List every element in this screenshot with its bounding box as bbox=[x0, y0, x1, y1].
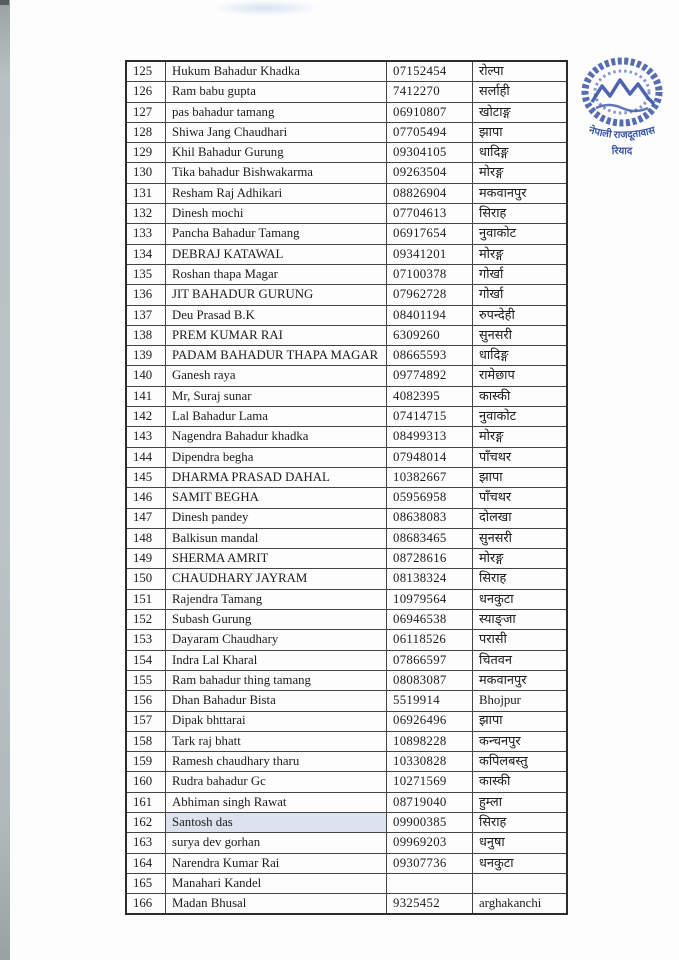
district-cell: सर्लाही bbox=[473, 82, 568, 102]
district-cell: झापा bbox=[473, 467, 568, 487]
table-row bbox=[126, 285, 567, 305]
number-cell: 08499313 bbox=[387, 427, 473, 447]
district-cell: झापा bbox=[473, 711, 568, 731]
name-cell: Dipendra begha bbox=[166, 447, 387, 467]
sn-cell: 166 bbox=[126, 894, 166, 915]
district-cell: पाँचथर bbox=[473, 447, 568, 467]
district-cell: मकवानपुर bbox=[473, 670, 568, 690]
district-cell: Bhojpur bbox=[473, 691, 568, 711]
sn-cell: 153 bbox=[126, 630, 166, 650]
name-cell: DEBRAJ KATAWAL bbox=[166, 244, 387, 264]
district-cell: दोलखा bbox=[473, 508, 568, 528]
number-cell: 07414715 bbox=[387, 407, 473, 427]
table-row bbox=[126, 427, 567, 447]
name-cell: Abhiman singh Rawat bbox=[166, 792, 387, 812]
table-row bbox=[126, 183, 567, 203]
table-row bbox=[126, 670, 567, 690]
name-cell: Nagendra Bahadur khadka bbox=[166, 427, 387, 447]
district-cell: धनकुटा bbox=[473, 589, 568, 609]
number-cell: 08728616 bbox=[387, 549, 473, 569]
number-cell: 08826904 bbox=[387, 183, 473, 203]
number-cell: 10898228 bbox=[387, 731, 473, 751]
district-cell: कास्की bbox=[473, 386, 568, 406]
sn-cell: 154 bbox=[126, 650, 166, 670]
table-row bbox=[126, 569, 567, 589]
number-cell: 07704613 bbox=[387, 204, 473, 224]
table-row bbox=[126, 752, 567, 772]
district-cell: रुपन्देही bbox=[473, 305, 568, 325]
name-cell: Subash Gurung bbox=[166, 610, 387, 630]
number-cell: 07962728 bbox=[387, 285, 473, 305]
name-cell: SHERMA AMRIT bbox=[166, 549, 387, 569]
sn-cell: 164 bbox=[126, 853, 166, 873]
number-cell: 08083087 bbox=[387, 670, 473, 690]
name-cell: PADAM BAHADUR THAPA MAGAR bbox=[166, 346, 387, 366]
table-row bbox=[126, 610, 567, 630]
name-cell: Rajendra Tamang bbox=[166, 589, 387, 609]
district-cell: रामेछाप bbox=[473, 366, 568, 386]
table-row bbox=[126, 244, 567, 264]
name-cell: Dhan Bahadur Bista bbox=[166, 691, 387, 711]
district-cell: सिराह bbox=[473, 569, 568, 589]
number-cell: 06910807 bbox=[387, 102, 473, 122]
name-cell: Narendra Kumar Rai bbox=[166, 853, 387, 873]
district-cell: हुम्ला bbox=[473, 792, 568, 812]
district-cell: परासी bbox=[473, 630, 568, 650]
sn-cell: 155 bbox=[126, 670, 166, 690]
district-cell: मकवानपुर bbox=[473, 183, 568, 203]
sn-cell: 148 bbox=[126, 528, 166, 548]
table-row bbox=[126, 366, 567, 386]
number-cell: 06917654 bbox=[387, 224, 473, 244]
sn-cell: 138 bbox=[126, 325, 166, 345]
district-cell: चितवन bbox=[473, 650, 568, 670]
name-cell: DHARMA PRASAD DAHAL bbox=[166, 467, 387, 487]
name-cell: CHAUDHARY JAYRAM bbox=[166, 569, 387, 589]
sn-cell: 134 bbox=[126, 244, 166, 264]
name-cell: JIT BAHADUR GURUNG bbox=[166, 285, 387, 305]
name-cell: Dipak bhttarai bbox=[166, 711, 387, 731]
name-cell: Resham Raj Adhikari bbox=[166, 183, 387, 203]
number-cell: 10979564 bbox=[387, 589, 473, 609]
table-row bbox=[126, 61, 567, 82]
name-cell: pas bahadur tamang bbox=[166, 102, 387, 122]
number-cell: 08683465 bbox=[387, 528, 473, 548]
table-row bbox=[126, 691, 567, 711]
sn-cell: 160 bbox=[126, 772, 166, 792]
sn-cell: 127 bbox=[126, 102, 166, 122]
name-cell: Tark raj bhatt bbox=[166, 731, 387, 751]
number-cell: 09774892 bbox=[387, 366, 473, 386]
district-cell: कन्चनपुर bbox=[473, 731, 568, 751]
sn-cell: 130 bbox=[126, 163, 166, 183]
number-cell: 10271569 bbox=[387, 772, 473, 792]
number-cell: 07152454 bbox=[387, 61, 473, 82]
district-cell: कास्की bbox=[473, 772, 568, 792]
sn-cell: 142 bbox=[126, 407, 166, 427]
district-cell bbox=[473, 873, 568, 893]
table-row bbox=[126, 812, 567, 832]
number-cell: 05956958 bbox=[387, 488, 473, 508]
table-row bbox=[126, 792, 567, 812]
table-row bbox=[126, 650, 567, 670]
number-cell: 9325452 bbox=[387, 894, 473, 915]
name-cell: Pancha Bahadur Tamang bbox=[166, 224, 387, 244]
name-cell: Deu Prasad B.K bbox=[166, 305, 387, 325]
district-cell: गोर्खा bbox=[473, 285, 568, 305]
number-cell: 08719040 bbox=[387, 792, 473, 812]
number-cell: 5519914 bbox=[387, 691, 473, 711]
table-row bbox=[126, 122, 567, 142]
name-cell: Lal Bahadur Lama bbox=[166, 407, 387, 427]
district-cell: मोरङ्ग bbox=[473, 427, 568, 447]
table-row bbox=[126, 549, 567, 569]
sn-cell: 158 bbox=[126, 731, 166, 751]
district-cell: झापा bbox=[473, 122, 568, 142]
sn-cell: 152 bbox=[126, 610, 166, 630]
number-cell: 06926496 bbox=[387, 711, 473, 731]
table-row bbox=[126, 731, 567, 751]
roster-table-body bbox=[126, 61, 567, 914]
district-cell: कपिलबस्तु bbox=[473, 752, 568, 772]
number-cell: 09307736 bbox=[387, 853, 473, 873]
name-cell: surya dev gorhan bbox=[166, 833, 387, 853]
number-cell: 07100378 bbox=[387, 264, 473, 284]
number-cell: 06946538 bbox=[387, 610, 473, 630]
stamp-arc-text: नेपाली राजदूतावास bbox=[587, 125, 657, 142]
table-row bbox=[126, 82, 567, 102]
sn-cell: 137 bbox=[126, 305, 166, 325]
name-cell: PREM KUMAR RAI bbox=[166, 325, 387, 345]
sn-cell: 131 bbox=[126, 183, 166, 203]
district-cell: सुनसरी bbox=[473, 325, 568, 345]
name-cell: Rudra bahadur Gc bbox=[166, 772, 387, 792]
sn-cell: 147 bbox=[126, 508, 166, 528]
table-row bbox=[126, 346, 567, 366]
table-row bbox=[126, 508, 567, 528]
table-row bbox=[126, 224, 567, 244]
number-cell: 06118526 bbox=[387, 630, 473, 650]
table-row bbox=[126, 325, 567, 345]
name-cell: Indra Lal Kharal bbox=[166, 650, 387, 670]
name-cell: Dayaram Chaudhary bbox=[166, 630, 387, 650]
number-cell: 08401194 bbox=[387, 305, 473, 325]
district-cell: धादिङ्ग bbox=[473, 346, 568, 366]
district-cell: धनुषा bbox=[473, 833, 568, 853]
stamp-city-text: रियाद bbox=[611, 146, 633, 157]
sn-cell: 149 bbox=[126, 549, 166, 569]
table-row bbox=[126, 589, 567, 609]
table-row bbox=[126, 305, 567, 325]
district-cell: गोर्खा bbox=[473, 264, 568, 284]
sn-cell: 163 bbox=[126, 833, 166, 853]
table-row bbox=[126, 386, 567, 406]
sn-cell: 157 bbox=[126, 711, 166, 731]
sn-cell: 151 bbox=[126, 589, 166, 609]
table-row bbox=[126, 853, 567, 873]
number-cell bbox=[387, 873, 473, 893]
table-row bbox=[126, 143, 567, 163]
table-row bbox=[126, 204, 567, 224]
district-cell: खोटाङ्ग bbox=[473, 102, 568, 122]
district-cell: मोरङ्ग bbox=[473, 244, 568, 264]
table-row bbox=[126, 467, 567, 487]
sn-cell: 150 bbox=[126, 569, 166, 589]
number-cell: 10330828 bbox=[387, 752, 473, 772]
table-row bbox=[126, 772, 567, 792]
sn-cell: 146 bbox=[126, 488, 166, 508]
sn-cell: 145 bbox=[126, 467, 166, 487]
district-cell: सुनसरी bbox=[473, 528, 568, 548]
district-cell: नुवाकोट bbox=[473, 407, 568, 427]
sn-cell: 141 bbox=[126, 386, 166, 406]
number-cell: 6309260 bbox=[387, 325, 473, 345]
name-cell: Mr, Suraj sunar bbox=[166, 386, 387, 406]
number-cell: 7412270 bbox=[387, 82, 473, 102]
name-cell: Balkisun mandal bbox=[166, 528, 387, 548]
district-cell: पाँचथर bbox=[473, 488, 568, 508]
sn-cell: 161 bbox=[126, 792, 166, 812]
number-cell: 08638083 bbox=[387, 508, 473, 528]
scan-corner-mark bbox=[0, 0, 9, 5]
number-cell: 09341201 bbox=[387, 244, 473, 264]
table-row bbox=[126, 833, 567, 853]
name-cell: Shiwa Jang Chaudhari bbox=[166, 122, 387, 142]
name-cell: Ganesh raya bbox=[166, 366, 387, 386]
name-cell: Ram babu gupta bbox=[166, 82, 387, 102]
table-row bbox=[126, 528, 567, 548]
district-cell: मोरङ्ग bbox=[473, 163, 568, 183]
table-row bbox=[126, 163, 567, 183]
number-cell: 10382667 bbox=[387, 467, 473, 487]
name-cell: Roshan thapa Magar bbox=[166, 264, 387, 284]
name-cell: Manahari Kandel bbox=[166, 873, 387, 893]
number-cell: 09900385 bbox=[387, 812, 473, 832]
sn-cell: 135 bbox=[126, 264, 166, 284]
district-cell: arghakanchi bbox=[473, 894, 568, 915]
table-row bbox=[126, 264, 567, 284]
name-cell: Dinesh mochi bbox=[166, 204, 387, 224]
sn-cell: 156 bbox=[126, 691, 166, 711]
name-cell: Ramesh chaudhary tharu bbox=[166, 752, 387, 772]
number-cell: 09263504 bbox=[387, 163, 473, 183]
district-cell: नुवाकोट bbox=[473, 224, 568, 244]
district-cell: धनकुटा bbox=[473, 853, 568, 873]
sn-cell: 125 bbox=[126, 61, 166, 82]
ink-bleed-smudge bbox=[210, 0, 320, 16]
sn-cell: 126 bbox=[126, 82, 166, 102]
name-cell: Hukum Bahadur Khadka bbox=[166, 61, 387, 82]
sn-cell: 144 bbox=[126, 447, 166, 467]
sn-cell: 165 bbox=[126, 873, 166, 893]
table-row bbox=[126, 894, 567, 915]
number-cell: 4082395 bbox=[387, 386, 473, 406]
sn-cell: 162 bbox=[126, 812, 166, 832]
sn-cell: 132 bbox=[126, 204, 166, 224]
name-cell: Santosh das bbox=[166, 812, 387, 832]
name-cell: Khil Bahadur Gurung bbox=[166, 143, 387, 163]
sn-cell: 128 bbox=[126, 122, 166, 142]
table-row bbox=[126, 488, 567, 508]
sn-cell: 140 bbox=[126, 366, 166, 386]
embassy-seal-icon bbox=[576, 56, 668, 160]
number-cell: 08665593 bbox=[387, 346, 473, 366]
table-row bbox=[126, 407, 567, 427]
district-cell: सिराह bbox=[473, 204, 568, 224]
district-cell: स्याङ्जा bbox=[473, 610, 568, 630]
roster-table bbox=[125, 60, 568, 915]
table-row bbox=[126, 447, 567, 467]
table-row bbox=[126, 873, 567, 893]
sn-cell: 139 bbox=[126, 346, 166, 366]
number-cell: 09969203 bbox=[387, 833, 473, 853]
district-cell: मोरङ्ग bbox=[473, 549, 568, 569]
district-cell: धादिङ्ग bbox=[473, 143, 568, 163]
sn-cell: 159 bbox=[126, 752, 166, 772]
number-cell: 07866597 bbox=[387, 650, 473, 670]
sn-cell: 133 bbox=[126, 224, 166, 244]
scan-edge-strip bbox=[0, 0, 10, 960]
sn-cell: 143 bbox=[126, 427, 166, 447]
table-row bbox=[126, 102, 567, 122]
number-cell: 07948014 bbox=[387, 447, 473, 467]
name-cell: Madan Bhusal bbox=[166, 894, 387, 915]
number-cell: 09304105 bbox=[387, 143, 473, 163]
number-cell: 08138324 bbox=[387, 569, 473, 589]
district-cell: सिराह bbox=[473, 812, 568, 832]
name-cell: SAMIT BEGHA bbox=[166, 488, 387, 508]
name-cell: Dinesh pandey bbox=[166, 508, 387, 528]
name-cell: Ram bahadur thing tamang bbox=[166, 670, 387, 690]
sn-cell: 136 bbox=[126, 285, 166, 305]
district-cell: रोल्पा bbox=[473, 61, 568, 82]
sn-cell: 129 bbox=[126, 143, 166, 163]
embassy-stamp bbox=[576, 56, 668, 160]
table-row bbox=[126, 711, 567, 731]
table-row bbox=[126, 630, 567, 650]
number-cell: 07705494 bbox=[387, 122, 473, 142]
name-cell: Tika bahadur Bishwakarma bbox=[166, 163, 387, 183]
